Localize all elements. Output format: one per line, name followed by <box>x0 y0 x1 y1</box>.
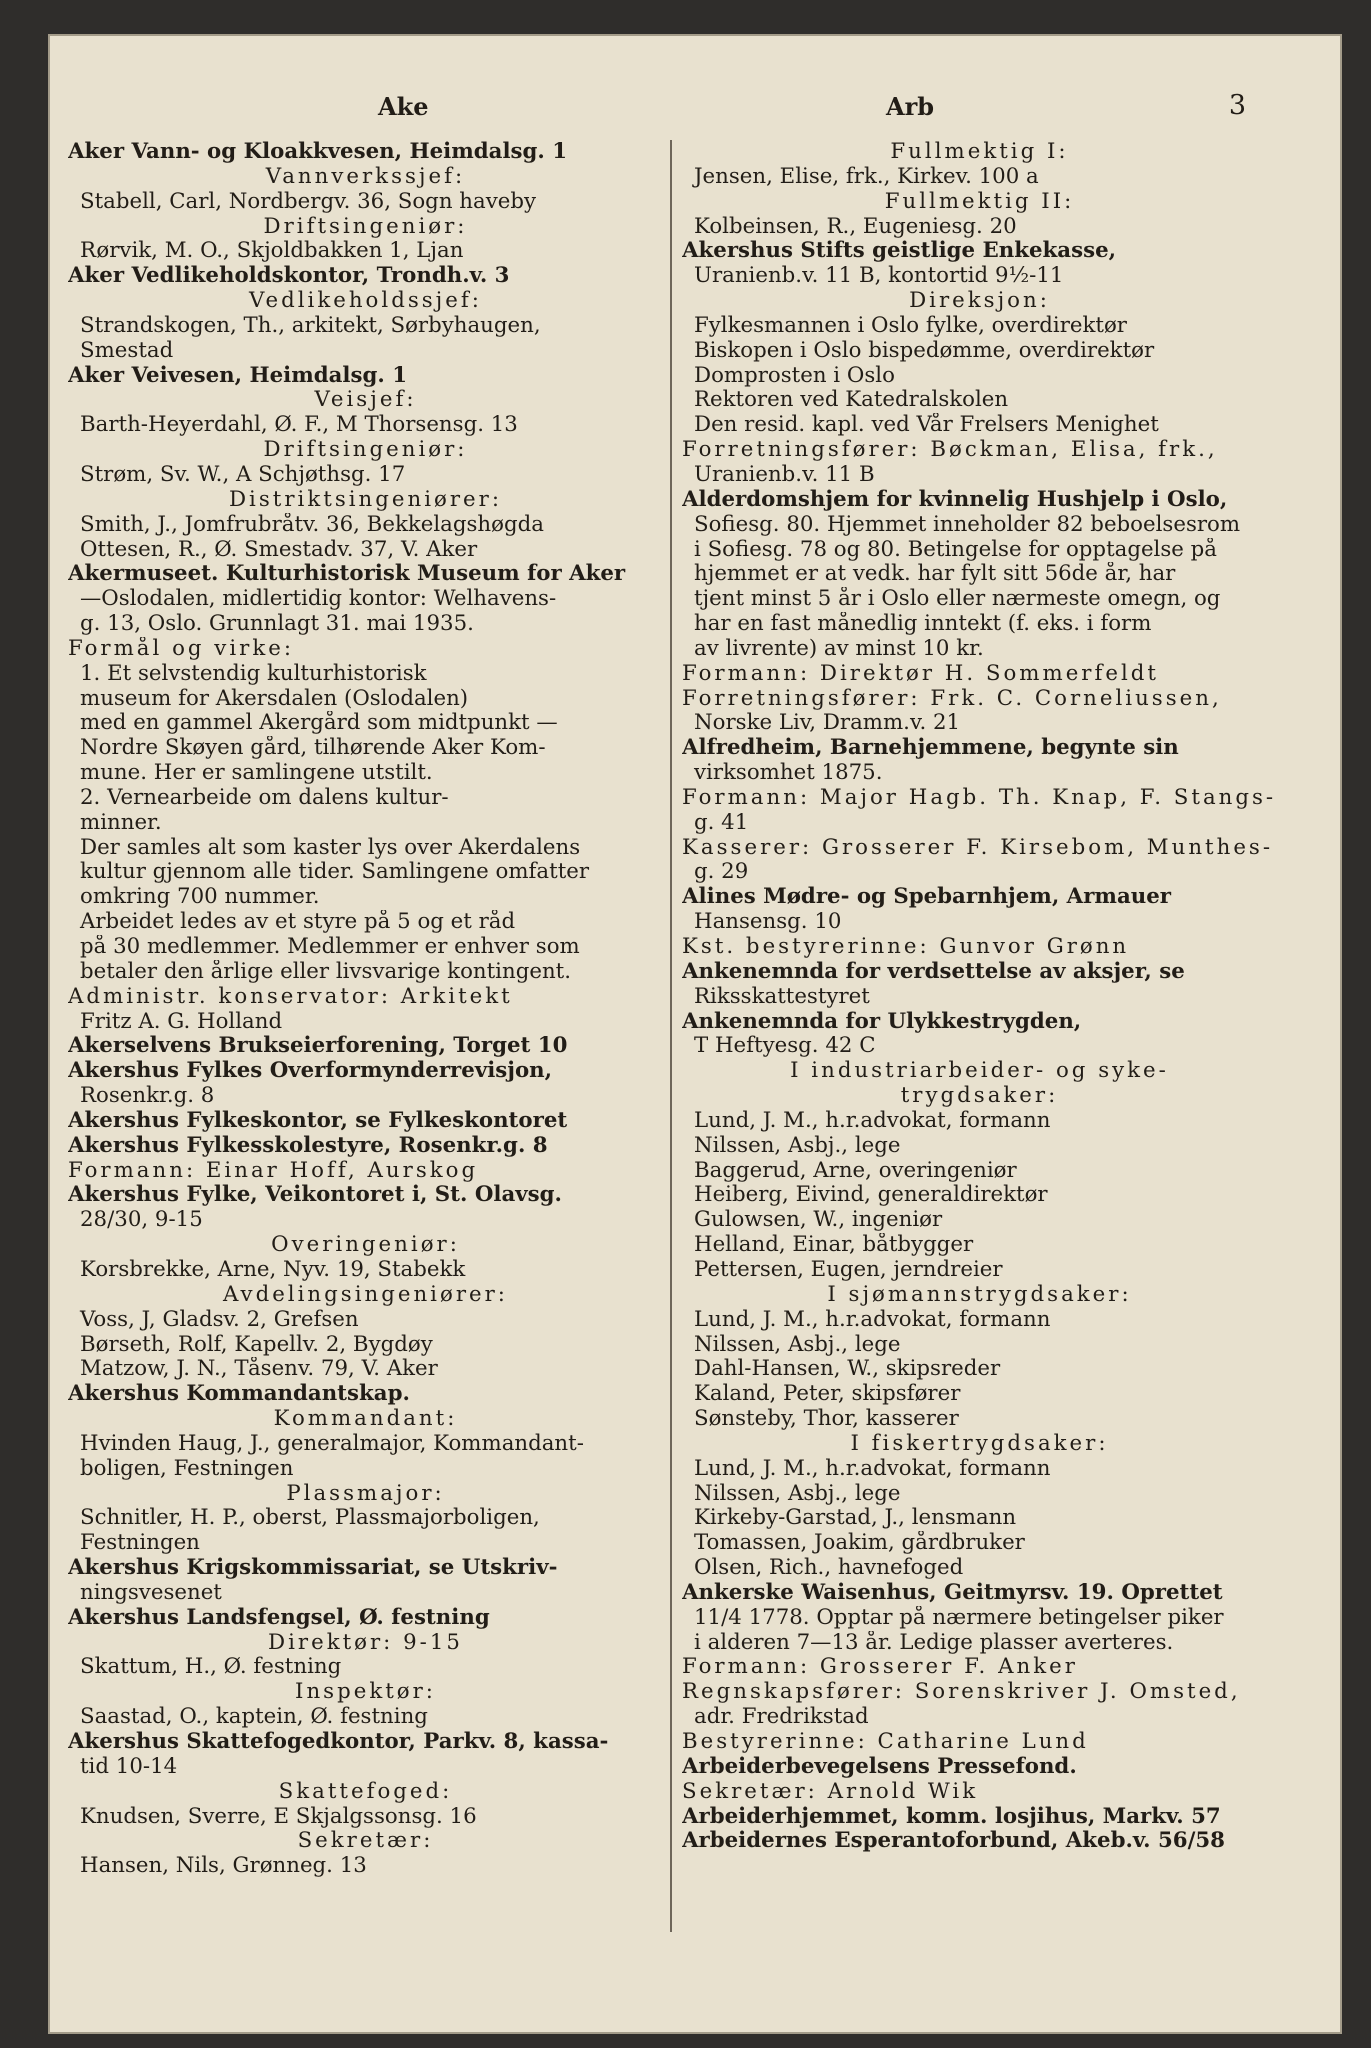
section-heading: Inspektør: <box>295 1680 436 1705</box>
entry-line: Lund, J. M., h.r.advokat, formann <box>694 1456 1051 1481</box>
section-heading: I industriarbeider- og syke- <box>790 1059 1169 1084</box>
entry-line: Hvinden Haug, J., generalmajor, Kommandant- <box>80 1431 584 1456</box>
role-line: Administr. konservator: Arkitekt <box>68 984 513 1009</box>
entry-line: Arbeidet ledes av et styre på 5 og et råd <box>80 910 516 935</box>
running-head-left: Ake <box>378 92 429 121</box>
entry-line: Baggerud, Arne, overingeniør <box>694 1158 1017 1183</box>
role-line: Forretningsfører: Frk. C. Corneliussen, <box>682 686 1222 711</box>
entry-title: Ankerske Waisenhus, Geitmyrsv. 19. Oprettet <box>682 1580 1223 1605</box>
entry-line: Korsbrekke, Arne, Nyv. 19, Stabekk <box>80 1257 466 1282</box>
section-heading: Vannverkssjef: <box>265 164 466 189</box>
entry-title: Akershus Fylkes Overformynderrevisjon, <box>68 1059 553 1084</box>
entry-line: Sofiesg. 80. Hjemmet inneholder 82 beboelsesrom <box>694 512 1241 537</box>
entry-line: Norske Liv, Dramm.v. 21 <box>694 711 961 736</box>
entry-title: Aker Veivesen, Heimdalsg. 1 <box>68 363 408 388</box>
entry-line: hjemmet er at vedk. har fylt sitt 56de år, har <box>694 562 1176 587</box>
role-line: Kasserer: Grosserer F. Kirsebom, Munthes- <box>682 835 1274 860</box>
entry-line: Stabell, Carl, Nordbergv. 36, Sogn haveby <box>80 189 537 214</box>
role-line: Bestyrerinne: Catharine Lund <box>682 1730 1089 1754</box>
entry-line: Biskopen i Oslo bispedømme, overdirektør <box>694 338 1155 363</box>
entry-line: Strøm, Sv. W., A Schjøthsg. 17 <box>80 462 406 487</box>
entry-line: Nordre Skøyen gård, tilhørende Aker Kom- <box>80 736 546 761</box>
section-heading: I sjømannstrygdsaker: <box>827 1282 1132 1307</box>
entry-line: g. 41 <box>694 810 749 835</box>
role-line: Formann: Einar Hoff, Aurskog <box>68 1158 479 1183</box>
entry-line: Pettersen, Eugen, jerndreier <box>694 1257 1003 1282</box>
entry-title: Akershus Landsfengsel, Ø. festning <box>68 1605 490 1630</box>
section-heading: Direktør: 9-15 <box>268 1630 463 1655</box>
entry-title: Akershus Krigskommissariat, se Utskriv- <box>68 1556 558 1581</box>
entry-line: Schnitler, H. P., oberst, Plassmajorboligen, <box>80 1506 540 1531</box>
entry-line: Der samles alt som kaster lys over Akerdalens <box>80 835 581 860</box>
entry-line: 2. Vernearbeide om dalens kultur- <box>80 785 449 810</box>
entry-line: Helland, Einar, båtbygger <box>694 1233 974 1258</box>
entry-line: tid 10-14 <box>80 1754 178 1779</box>
entry-title: Ankenemnda for Ulykkestrygden, <box>682 1009 1082 1034</box>
entry-line: Hansensg. 10 <box>694 910 842 935</box>
role-line: Formann: Direktør H. Sommerfeldt <box>682 661 1159 686</box>
section-heading: I fiskertrygdsaker: <box>850 1431 1109 1456</box>
entry-line: Fritz A. G. Holland <box>80 1009 283 1034</box>
entry-line: Kolbeinsen, R., Eugeniesg. 20 <box>694 214 1017 239</box>
entry-line: Skattum, H., Ø. festning <box>80 1655 342 1680</box>
entry-title: Alines Mødre- og Spebarnhjem, Armauer <box>682 885 1171 910</box>
entry-line: Rosenkr.g. 8 <box>80 1084 215 1109</box>
section-heading: Overingeniør: <box>271 1233 460 1258</box>
section-heading: Kommandant: <box>273 1407 458 1432</box>
entry-line: Strandskogen, Th., arkitekt, Sørbyhaugen, <box>80 313 541 338</box>
entry-line: Kaland, Peter, skipsfører <box>694 1382 961 1407</box>
entry-line: Festningen <box>80 1531 200 1556</box>
section-heading: Driftsingeniør: <box>263 214 468 239</box>
entry-line: virksomhet 1875. <box>694 761 883 786</box>
role-line: Regnskapsfører: Sorenskriver J. Omsted, <box>682 1680 1241 1705</box>
entry-title: Arbeiderbevegelsens Pressefond. <box>682 1754 1077 1779</box>
entry-line: Voss, J, Gladsv. 2, Grefsen <box>80 1307 359 1332</box>
entry-line: Smith, J., Jomfrubråtv. 36, Bekkelagshøgda <box>80 512 544 537</box>
entry-line: tjent minst 5 år i Oslo eller nærmeste omegn, og <box>694 587 1221 612</box>
entry-line: Domprosten i Oslo <box>694 363 895 388</box>
entry-line: Barth-Heyerdahl, Ø. F., M Thorsensg. 13 <box>80 413 518 438</box>
entry-line: Rørvik, M. O., Skjoldbakken 1, Ljan <box>80 239 464 264</box>
section-heading: Fullmektig II: <box>884 189 1075 214</box>
page-number: 3 <box>1228 90 1246 121</box>
role-line: Formann: Major Hagb. Th. Knap, F. Stangs- <box>682 785 1277 810</box>
entry-line: på 30 medlemmer. Medlemmer er enhver som <box>80 935 580 959</box>
entry-title: Akershus Kommandantskap. <box>68 1382 410 1407</box>
entry-line: Olsen, Rich., havnefoged <box>694 1556 964 1581</box>
entry-line: Børseth, Rolf, Kapellv. 2, Bygdøy <box>80 1332 433 1357</box>
section-heading: Driftsingeniør: <box>263 438 468 463</box>
entry-line: Lund, J. M., h.r.advokat, formann <box>694 1108 1051 1133</box>
entry-line: Gulowsen, W., ingeniør <box>694 1208 943 1233</box>
entry-line: i alderen 7—13 år. Ledige plasser averteres. <box>694 1630 1174 1655</box>
right-column <box>682 140 1277 1854</box>
entry-line: Rektoren ved Katedralskolen <box>694 388 1009 413</box>
entry-line: Sønsteby, Thor, kasserer <box>694 1407 959 1432</box>
entry-line: Nilssen, Asbj., lege <box>694 1481 901 1506</box>
section-heading: Avdelingsingeniører: <box>223 1282 508 1307</box>
entry-title: Arbeiderhjemmet, komm. losjihus, Markv. 57 <box>682 1804 1221 1829</box>
entry-line: Fylkesmannen i Oslo fylke, overdirektør <box>694 313 1127 338</box>
entry-line: 28/30, 9-15 <box>80 1208 203 1233</box>
entry-line: i Sofiesg. 78 og 80. Betingelse for opptagelse på <box>694 537 1218 562</box>
entry-line: omkring 700 nummer. <box>80 885 320 910</box>
entry-title: Aker Vedlikeholdskontor, Trondh.v. 3 <box>68 264 510 289</box>
entry-line: Saastad, O., kaptein, Ø. festning <box>80 1705 428 1730</box>
entry-line: mune. Her er samlingene utstilt. <box>80 761 433 786</box>
section-heading: Fullmektig I: <box>890 140 1069 164</box>
entry-line: Jensen, Elise, frk., Kirkev. 100 a <box>694 164 1039 189</box>
role-line: Kst. bestyrerinne: Gunvor Grønn <box>682 935 1130 959</box>
entry-title: Arbeidernes Esperantoforbund, Akeb.v. 56/58 <box>682 1829 1225 1854</box>
entry-line: Knudsen, Sverre, E Skjalgssonsg. 16 <box>80 1804 477 1829</box>
entry-line: Tomassen, Joakim, gårdbruker <box>694 1531 1025 1556</box>
entry-line: Heiberg, Eivind, generaldirektør <box>694 1183 1048 1208</box>
entry-line: Uranienb.v. 11 B, kontortid 9½-11 <box>694 264 1064 289</box>
entry-line: Riksskattestyret <box>694 984 870 1009</box>
entry-line: Uranienb.v. 11 B <box>694 462 875 487</box>
entry-line: boligen, Festningen <box>80 1456 294 1481</box>
entry-title: Akershus Fylke, Veikontoret i, St. Olavsg. <box>68 1183 562 1208</box>
role-line: Formann: Grosserer F. Anker <box>682 1655 1078 1680</box>
entry-line: T Heftyesg. 42 C <box>694 1034 876 1059</box>
entry-line: ningsvesenet <box>80 1580 222 1605</box>
role-line: Sekretær: Arnold Wik <box>682 1779 979 1804</box>
entry-title: Akermuseet. Kulturhistorisk Museum for Aker <box>68 562 626 587</box>
section-heading: Plassmajor: <box>286 1481 445 1506</box>
section-heading: Skattefoged: <box>278 1779 453 1804</box>
section-heading: Vedlikeholdssjef: <box>249 289 482 314</box>
entry-line: g. 29 <box>694 860 749 885</box>
entry-line: betaler den årlige eller livsvarige kontingent. <box>80 959 571 984</box>
entry-line: Lund, J. M., h.r.advokat, formann <box>694 1307 1051 1332</box>
entry-line: minner. <box>80 810 162 835</box>
entry-line: adr. Fredrikstad <box>694 1705 869 1730</box>
entry-line: g. 13, Oslo. Grunnlagt 31. mai 1935. <box>80 612 474 637</box>
entry-line: har en fast månedlig inntekt (f. eks. i form <box>694 612 1152 637</box>
section-heading: Veisjef: <box>314 388 417 413</box>
entry-line: Nilssen, Asbj., lege <box>694 1133 901 1158</box>
entry-line: Smestad <box>80 338 174 363</box>
entry-line: 1. Et selvstendig kulturhistorisk <box>80 661 427 686</box>
entry-line: Kirkeby-Garstad, J., lensmann <box>694 1506 1017 1531</box>
entry-line: 11/4 1778. Opptar på nærmere betingelser piker <box>694 1605 1224 1630</box>
entry-title: Akershus Skattefogedkontor, Parkv. 8, kassa- <box>68 1730 609 1754</box>
left-column <box>68 140 663 1879</box>
entry-line: Den resid. kapl. ved Vår Frelsers Menighet <box>694 413 1159 438</box>
directory-page <box>48 34 1342 2034</box>
section-heading: Distriktsingeniører: <box>228 487 502 512</box>
entry-title: Akershus Fylkesskolestyre, Rosenkr.g. 8 <box>68 1133 548 1158</box>
entry-line: Matzow, J. N., Tåsenv. 79, V. Aker <box>80 1357 438 1382</box>
entry-line: Ottesen, R., Ø. Smestadv. 37, V. Aker <box>80 537 478 562</box>
entry-title: Aker Vann- og Kloakkvesen, Heimdalsg. 1 <box>68 140 568 164</box>
role-line: Formål og virke: <box>68 636 295 661</box>
entry-line: av livrente) av minst 10 kr. <box>694 636 984 661</box>
entry-title: Akershus Fylkeskontor, se Fylkeskontoret <box>68 1108 568 1133</box>
entry-title: Alderdomshjem for kvinnelig Hushjelp i Oslo, <box>682 487 1228 512</box>
running-head-right: Arb <box>886 92 935 121</box>
entry-title: Akerselvens Brukseierforening, Torget 10 <box>68 1034 568 1059</box>
column-divider <box>670 140 672 1932</box>
entry-line: med en gammel Akergård som midtpunkt — <box>80 711 558 736</box>
role-line: Forretningsfører: Bøckman, Elisa, frk., <box>682 438 1218 463</box>
entry-line: Nilssen, Asbj., lege <box>694 1332 901 1357</box>
entry-title: Akershus Stifts geistlige Enkekasse, <box>682 239 1117 264</box>
entry-line: kultur gjennom alle tider. Samlingene omfatter <box>80 860 590 885</box>
entry-line: —Oslodalen, midlertidig kontor: Welhavens- <box>80 587 557 612</box>
entry-line: Dahl-Hansen, W., skipsreder <box>694 1357 1001 1382</box>
section-heading: trygdsaker: <box>900 1084 1059 1109</box>
entry-line: museum for Akersdalen (Oslodalen) <box>80 686 469 711</box>
section-heading: Direksjon: <box>909 289 1050 314</box>
section-heading: Sekretær: <box>297 1829 434 1854</box>
entry-title: Ankenemnda for verdsettelse av aksjer, se <box>682 959 1185 984</box>
entry-line: Hansen, Nils, Grønneg. 13 <box>80 1854 367 1879</box>
entry-title: Alfredheim, Barnehjemmene, begynte sin <box>682 736 1179 761</box>
